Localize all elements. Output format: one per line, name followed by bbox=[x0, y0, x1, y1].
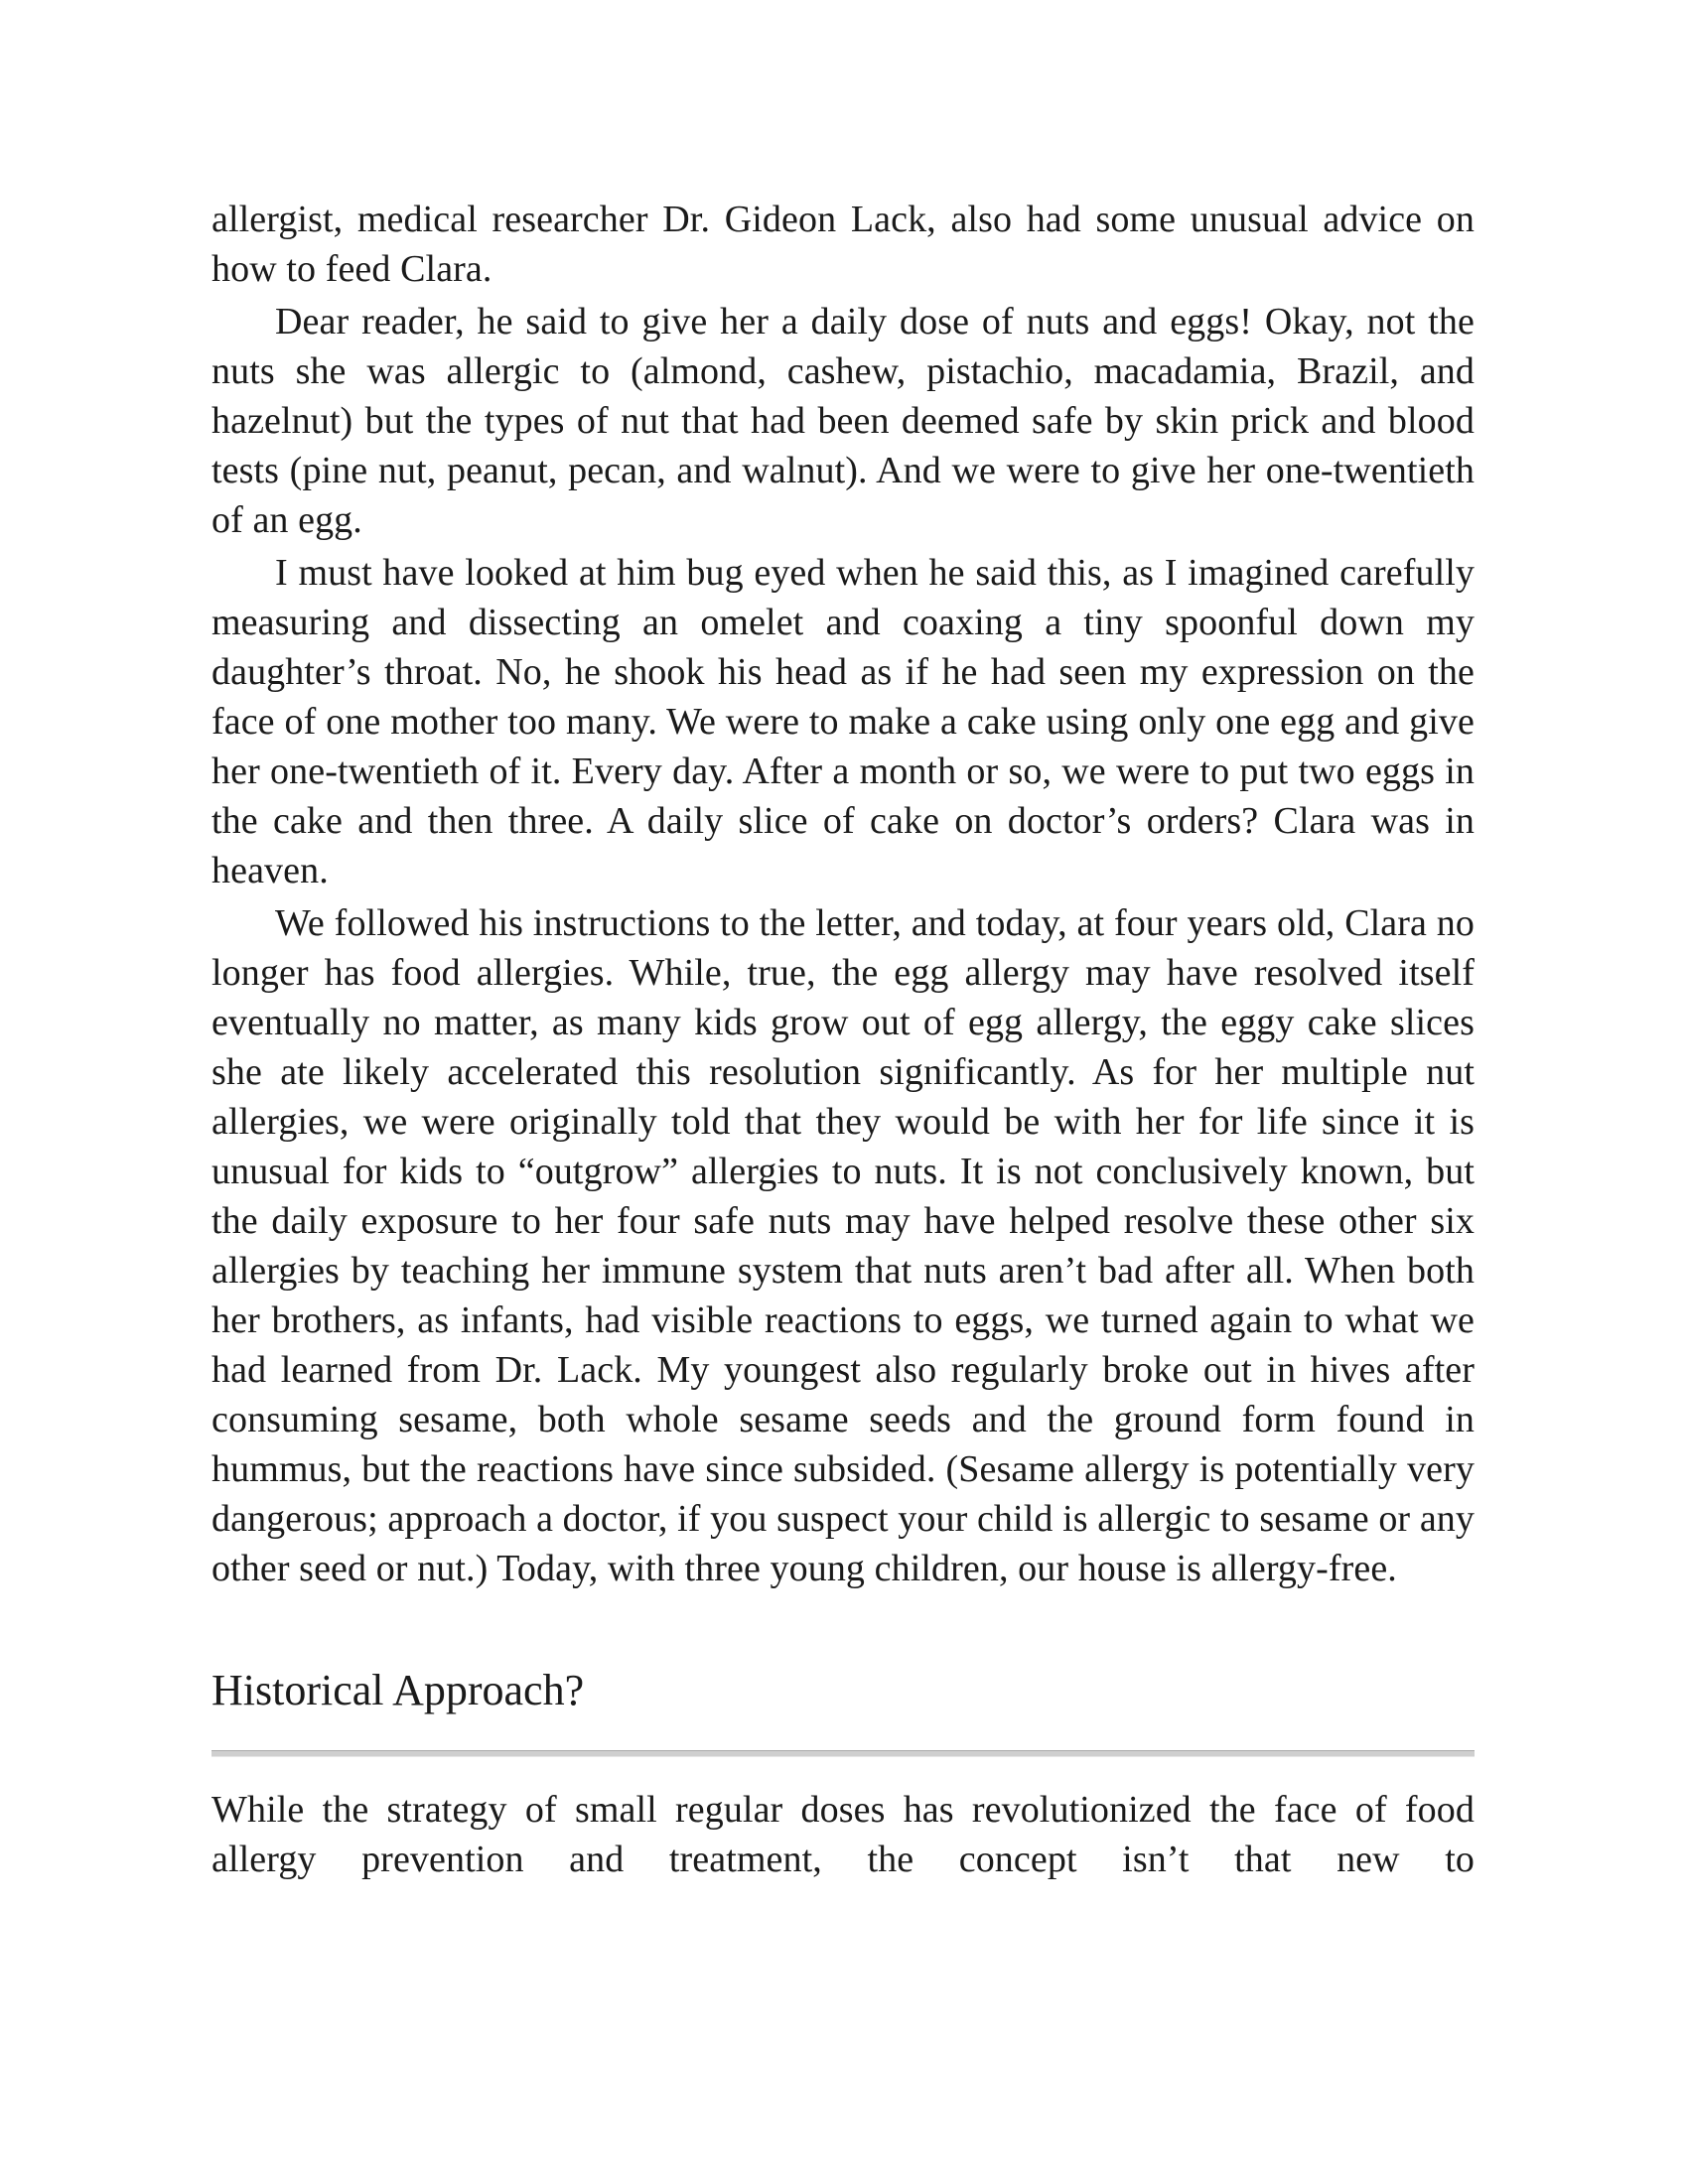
paragraph-2: Dear reader, he said to give her a daily dose of nuts and eggs! Okay, not the nuts she was allergic to (almond, cashew, pistachio, macadamia, Brazil, and hazelnut) but the types of nut that had been deemed safe by skin prick and blood tests (pine nut, peanut, pecan, and walnut). And we were to give her one-twentieth of an egg. bbox=[211, 301, 1475, 541]
section-heading: Historical Approach? bbox=[211, 1666, 585, 1714]
section-divider bbox=[211, 1750, 1475, 1757]
paragraph-4: We followed his instructions to the letter, and today, at four years old, Clara no longer has food allergies. While, true, the egg allergy may have resolved itself eventually no matter, as many kids grow out of egg allergy, the eggy cake slices she ate likely accelerated this resolution significantly. As for her multiple nut allergies, we were originally told that they would be with her for life since it is unusual for kids to “outgrow” allergies to nuts. It is not conclusively known, but the daily exposure to her four safe nuts may have helped resolve these other six allergies by teaching her immune system that nuts aren’t bad after all. When both her brothers, as infants, had visible reactions to eggs, we turned again to what we had learned from Dr. Lack. My youngest also regularly broke out in hives after consuming sesame, both whole sesame seeds and the ground form found in hummus, but the reactions have since subsided. (Sesame allergy is potentially very dangerous; approach a doctor, if you suspect your child is allergic to sesame or any other seed or nut.) Today, with three young children, our house is allergy-free. bbox=[211, 902, 1475, 1589]
paragraph-3: I must have looked at him bug eyed when he said this, as I imagined carefully measuring and dissecting an omelet and coaxing a tiny spoonful down my daughter’s throat. No, he shook his head as if he had seen my expression on the face of one mother too many. We were to make a cake using only one egg and give her one-twentieth of it. Every day. After a month or so, we were to put two eggs in the cake and then three. A daily slice of cake on doctor’s orders? Clara was in heaven. bbox=[211, 552, 1475, 891]
section-paragraph: While the strategy of small regular doses has revolutionized the face of food allergy prevention and treatment, the concept isn’t that new to bbox=[211, 1789, 1475, 1880]
document-page bbox=[211, 195, 1475, 1884]
paragraph-1: allergist, medical researcher Dr. Gideon Lack, also had some unusual advice on how to feed Clara. bbox=[211, 199, 1475, 290]
